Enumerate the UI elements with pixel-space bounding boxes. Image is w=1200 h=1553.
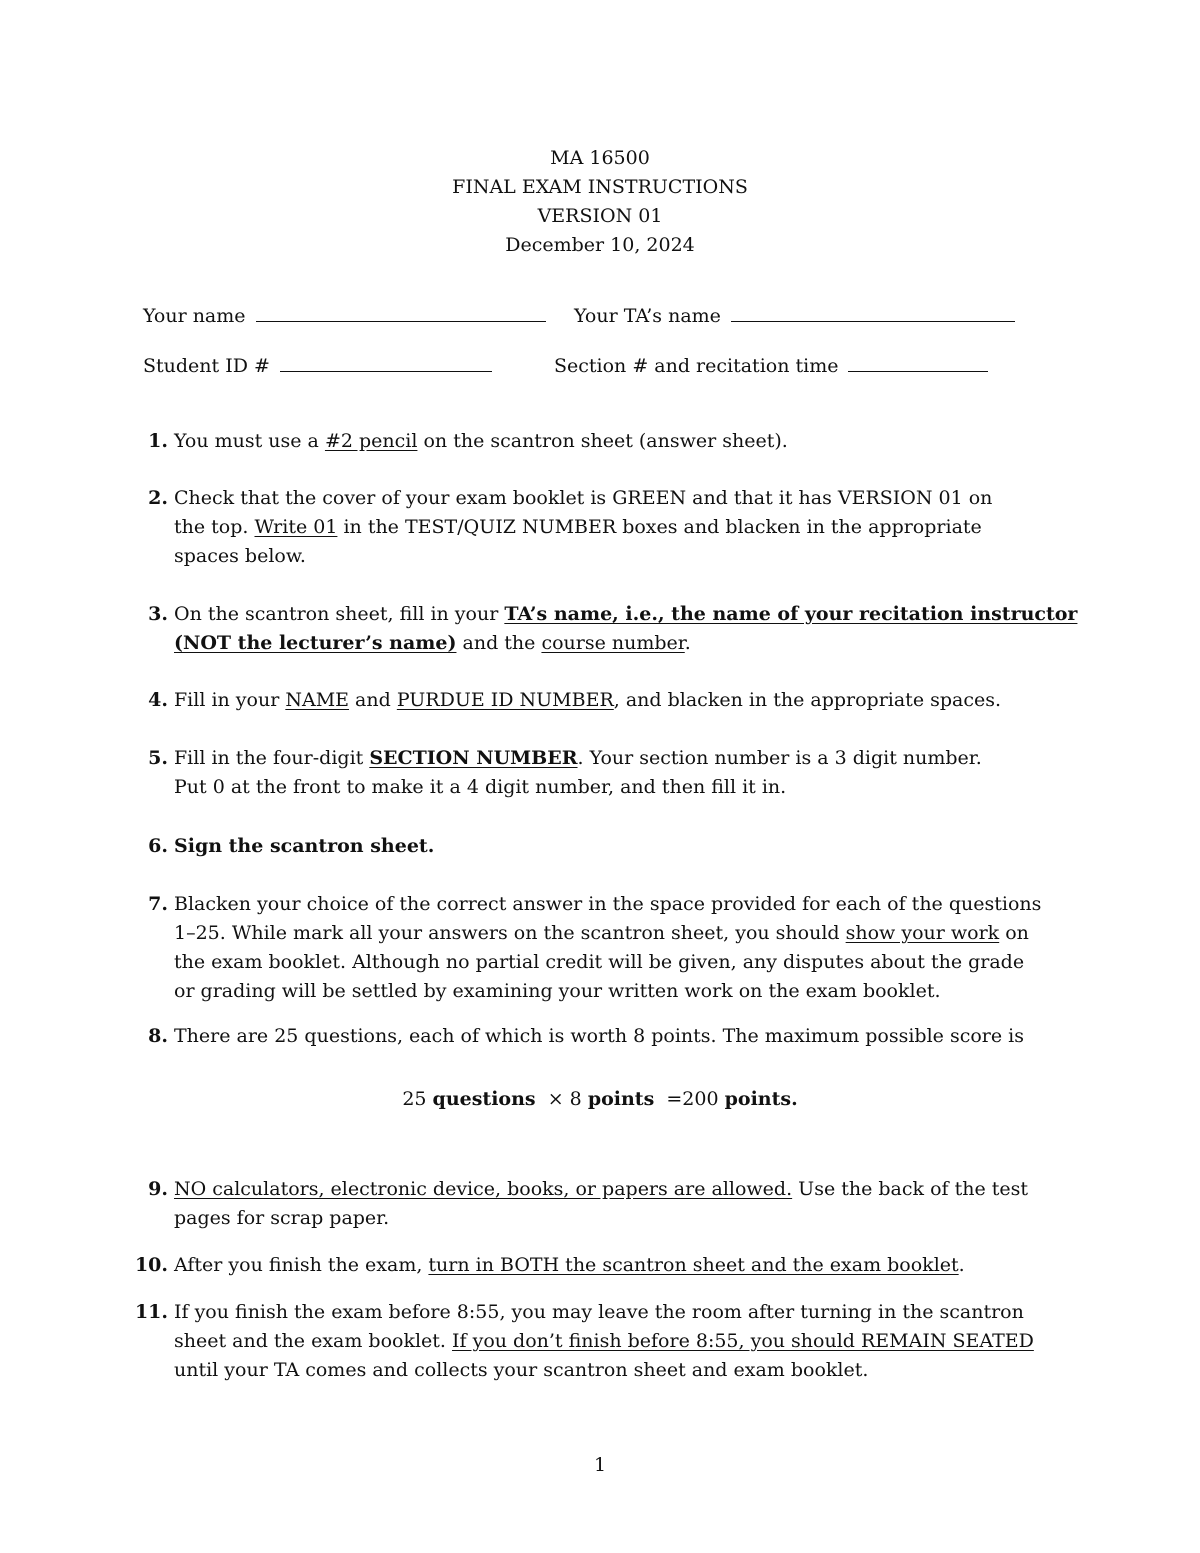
instruction-fragment: Sign the scantron sheet. <box>174 835 435 857</box>
formula-total: 200 <box>682 1088 719 1110</box>
page-number: 1 <box>593 1454 607 1476</box>
instruction-fragment: until your TA comes and collects your scantron sheet and exam booklet. <box>174 1359 869 1381</box>
instruction-line <box>174 773 1064 802</box>
instruction-text <box>174 600 1078 658</box>
instruction-line <box>174 890 1064 919</box>
instruction-line <box>174 484 1064 513</box>
instruction-line <box>174 1356 1064 1385</box>
formula-question-count: 25 <box>402 1088 427 1110</box>
instruction-fragment: pages for scrap paper. <box>174 1207 390 1229</box>
instruction-line <box>174 948 1064 977</box>
instruction-line <box>174 1204 1064 1233</box>
emphasized-text: (NOT the lecturer’s name) <box>174 632 457 654</box>
instruction-fragment: You must use a <box>174 430 325 452</box>
instruction-number: 8. <box>148 1025 168 1047</box>
instruction-text <box>174 686 1064 715</box>
instruction-text <box>174 744 1064 802</box>
instruction-number: 10. <box>134 1254 168 1276</box>
instruction-fragment: 1–25. While mark all your answers on the scantron sheet, you should <box>174 922 846 944</box>
your-name-label: Your name <box>143 305 246 327</box>
emphasized-text: course number <box>541 632 685 654</box>
instruction-line <box>174 600 1078 629</box>
instruction-line <box>174 542 1064 571</box>
formula-equals: = <box>666 1088 683 1110</box>
instruction-text <box>174 1022 1064 1051</box>
instruction-number: 9. <box>148 1178 168 1200</box>
instruction-line <box>174 513 1064 542</box>
formula-points-end: points. <box>724 1088 798 1110</box>
student-id-label: Student ID # <box>143 355 270 377</box>
exam-date: December 10, 2024 <box>505 234 695 256</box>
instruction-fragment: the exam booklet. Although no partial credit will be given, any disputes about the grade <box>174 951 1025 973</box>
instruction-text <box>174 832 1064 861</box>
instruction-fragment: If you finish the exam before 8:55, you may leave the room after turning in the scantron <box>174 1301 1024 1323</box>
instruction-fragment: or grading will be settled by examining your written work on the exam booklet. <box>174 980 941 1002</box>
instruction-fragment: on the scantron sheet (answer sheet). <box>417 430 788 452</box>
instruction-fragment: the top. <box>174 516 255 538</box>
instruction-number: 11. <box>134 1301 168 1323</box>
emphasized-text: Write 01 <box>254 516 338 538</box>
instruction-number: 3. <box>148 603 168 625</box>
instruction-fragment: On the scantron sheet, fill in your <box>174 603 505 625</box>
emphasized-text: PURDUE ID NUMBER <box>396 689 614 711</box>
course-code: MA 16500 <box>550 147 650 169</box>
instruction-fragment: Put 0 at the front to make it a 4 digit number, and then fill it in. <box>174 776 787 798</box>
emphasized-text: SECTION NUMBER <box>369 747 578 769</box>
exam-header <box>0 144 1200 260</box>
emphasized-text: show your work <box>845 922 1000 944</box>
instruction-text <box>174 427 1064 456</box>
instruction-fragment: . <box>684 632 691 654</box>
instruction-text <box>174 890 1064 1006</box>
instruction-number: 4. <box>148 689 168 711</box>
instruction-fragment: in the TEST/QUIZ NUMBER boxes and blacken in the appropriate <box>337 516 982 538</box>
formula-questions-word: questions <box>432 1088 536 1110</box>
instruction-text <box>174 1251 1064 1280</box>
emphasized-text: turn in BOTH the scantron sheet and the exam booklet <box>428 1254 959 1276</box>
emphasized-text: NAME <box>285 689 350 711</box>
ta-name-row <box>574 305 1015 327</box>
instruction-line <box>174 1022 1064 1051</box>
instruction-fragment: Fill in the four-digit <box>174 747 370 769</box>
emphasized-text: #2 pencil <box>324 430 418 452</box>
instruction-fragment: After you finish the exam, <box>174 1254 429 1276</box>
formula-points-each: 8 <box>569 1088 582 1110</box>
instruction-line <box>174 686 1064 715</box>
instruction-fragment: Check that the cover of your exam booklet is GREEN and that it has VERSION 01 on <box>174 487 993 509</box>
section-time-blank[interactable] <box>848 371 988 372</box>
instruction-text <box>174 1298 1064 1385</box>
instruction-line <box>174 427 1064 456</box>
instruction-fragment: on <box>999 922 1029 944</box>
name-row <box>143 305 546 327</box>
instruction-line <box>174 977 1064 1006</box>
exam-title: FINAL EXAM INSTRUCTIONS <box>452 176 748 198</box>
emphasized-text: NO calculators, electronic device, books, or papers are allowed. <box>174 1178 793 1200</box>
instruction-line <box>174 1175 1064 1204</box>
instruction-number: 2. <box>148 487 168 509</box>
instruction-line <box>174 919 1064 948</box>
score-formula <box>0 1088 1200 1110</box>
instruction-line <box>174 1251 1064 1280</box>
section-row <box>554 355 988 377</box>
instruction-fragment: . Your section number is a 3 digit number. <box>577 747 982 769</box>
formula-times: × <box>547 1088 564 1110</box>
instruction-fragment: and <box>349 689 397 711</box>
ta-name-label: Your TA’s name <box>574 305 721 327</box>
instruction-number: 7. <box>148 893 168 915</box>
instruction-fragment: Use the back of the test <box>792 1178 1028 1200</box>
instruction-fragment: Blacken your choice of the correct answer in the space provided for each of the questions <box>174 893 1042 915</box>
instruction-number: 1. <box>148 430 168 452</box>
emphasized-text: TA’s name, i.e., the name of your recitation instructor <box>504 603 1078 625</box>
instruction-number: 6. <box>148 835 168 857</box>
emphasized-text: If you don’t finish before 8:55, you should REMAIN SEATED <box>452 1330 1034 1352</box>
instruction-fragment: sheet and the exam booklet. <box>174 1330 453 1352</box>
student-id-row <box>143 355 492 377</box>
student-id-blank[interactable] <box>280 371 492 372</box>
exam-version: VERSION 01 <box>537 205 663 227</box>
instruction-text <box>174 484 1064 571</box>
instruction-fragment: There are 25 questions, each of which is worth 8 points. The maximum possible score is <box>174 1025 1024 1047</box>
section-time-label: Section # and recitation time <box>554 355 839 377</box>
instruction-fragment: and the <box>456 632 542 654</box>
instruction-fragment: . <box>958 1254 965 1276</box>
instruction-number: 5. <box>148 747 168 769</box>
instruction-fragment: spaces below. <box>174 545 306 567</box>
instruction-text <box>174 1175 1064 1233</box>
instruction-line <box>174 629 1064 658</box>
instruction-line <box>174 744 1064 773</box>
your-name-blank[interactable] <box>256 321 546 322</box>
formula-points-word: points <box>587 1088 655 1110</box>
ta-name-blank[interactable] <box>731 321 1015 322</box>
instruction-line <box>174 1298 1064 1327</box>
instruction-fragment: , and blacken in the appropriate spaces. <box>613 689 1002 711</box>
instruction-line <box>174 832 1064 861</box>
instruction-fragment: Fill in your <box>174 689 286 711</box>
instruction-line <box>174 1327 1064 1356</box>
